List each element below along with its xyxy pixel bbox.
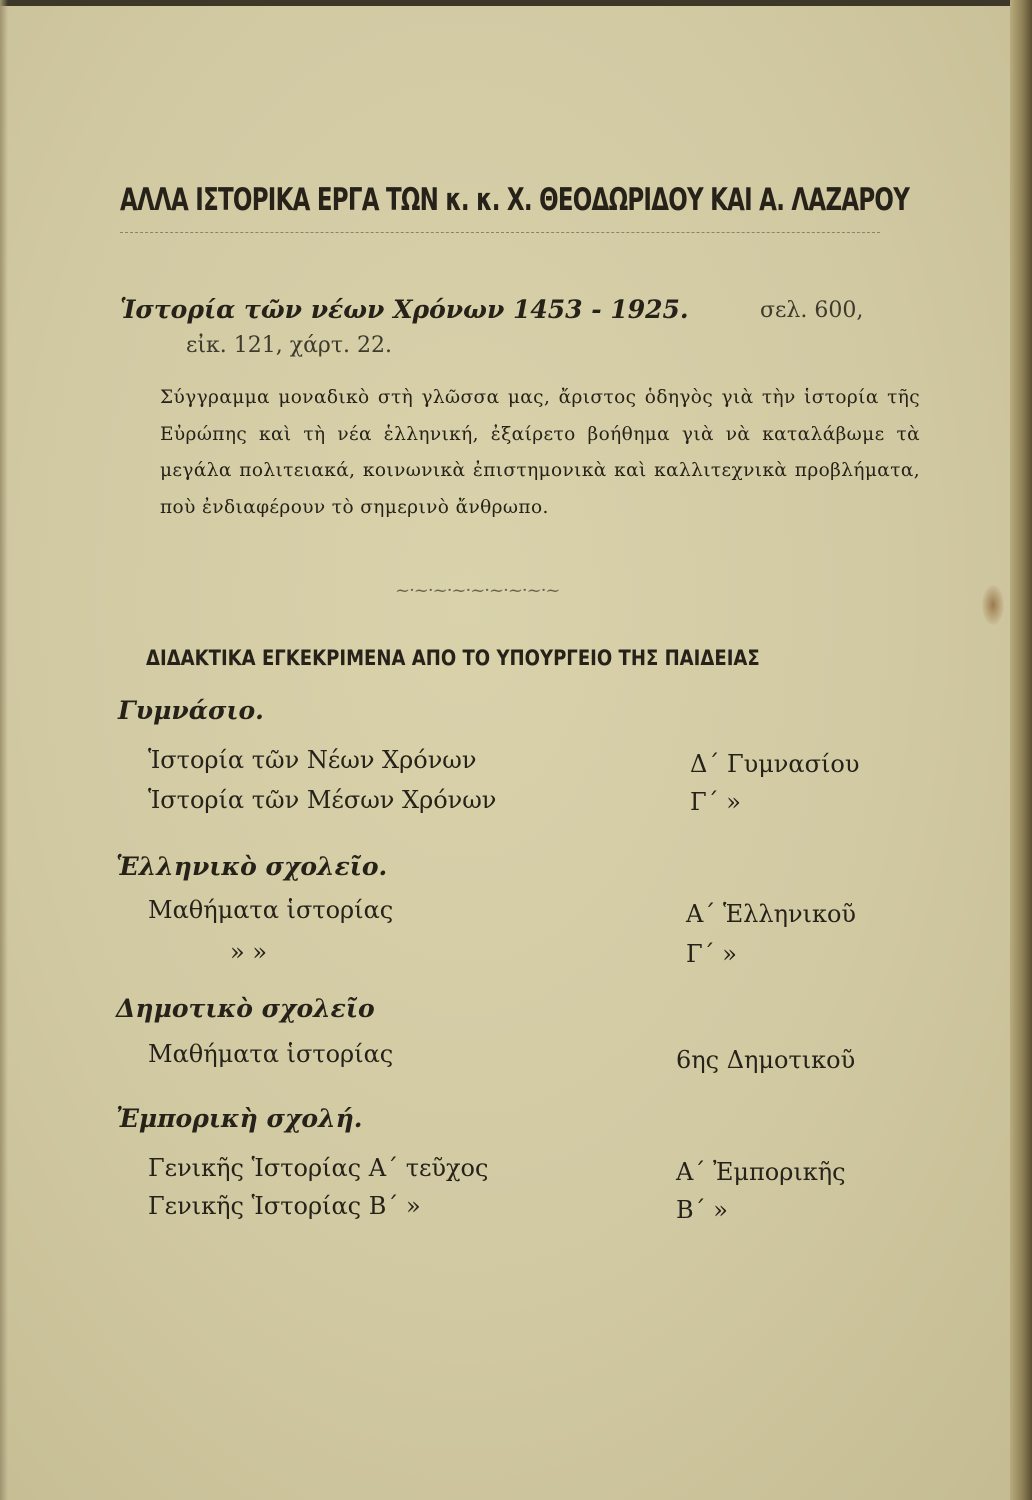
- page-top-edge: [0, 0, 1032, 6]
- book-row-title: Ἱστορία τῶν Μέσων Χρόνων: [148, 786, 497, 814]
- book-row-grade: Β΄ »: [676, 1196, 728, 1224]
- book-row-grade: Γ΄ »: [686, 940, 737, 968]
- school-gymnasium: Γυμνάσιο.: [118, 696, 264, 725]
- ornament-divider: ~·~·~·~·~·~·~·~·~: [395, 580, 560, 601]
- book-row-grade: Γ΄ »: [690, 788, 741, 816]
- header-title: ΑΛΛΑ ΙΣΤΟΡΙΚΑ ΕΡΓΑ ΤΩΝ κ. κ. Χ. ΘΕΟΔΩΡΙΔΟΥ ΚΑΙ Α. ΛΑΖΑΡΟΥ: [120, 182, 910, 218]
- school-primary: Δημοτικὸ σχολεῖο: [116, 994, 375, 1023]
- school-hellenic: Ἑλληνικὸ σχολεῖο.: [116, 852, 388, 881]
- school-commercial: Ἐμπορικὴ σχολή.: [116, 1104, 363, 1133]
- book-row-grade: Δ΄ Γυμνασίου: [690, 750, 860, 778]
- approved-section-heading: ΔΙΔΑΚΤΙΚΑ ΕΓΚΕΚΡΙΜΕΝΑ ΑΠΟ ΤΟ ΥΠΟΥΡΓΕΙΟ ΤΗΣ ΠΑΙΔΕΙΑΣ: [146, 646, 760, 670]
- header-divider: [120, 232, 880, 233]
- featured-book-title: Ἱστορία τῶν νέων Χρόνων 1453 - 1925.: [120, 295, 689, 324]
- book-row-title: Ἱστορία τῶν Νέων Χρόνων: [148, 746, 477, 774]
- book-row-title: Γενικῆς Ἱστορίας Β΄ »: [148, 1192, 421, 1220]
- featured-book-illustrations: εἰκ. 121, χάρτ. 22.: [186, 333, 393, 358]
- book-row-title: Γενικῆς Ἱστορίας Α΄ τεῦχος: [148, 1154, 489, 1182]
- paper-stain: [982, 585, 1004, 625]
- book-row-title: Μαθήματα ἱστορίας: [148, 1040, 394, 1068]
- book-row-grade: Α΄ Ἑλληνικοῦ: [686, 900, 856, 928]
- book-row-grade: 6ης Δημοτικοῦ: [676, 1046, 856, 1074]
- book-row-title: Μαθήματα ἱστορίας: [148, 896, 394, 924]
- featured-book-description: Σύγγραμμα μοναδικὸ στὴ γλῶσσα μας, ἄριστος ὁδηγὸς γιὰ τὴν ἱστορία τῆς Εὐρώπης καὶ τὴ νέα ἑλληνική, ἐξαίρετο βοήθημα γιὰ νὰ καταλάβωμε τὰ μεγάλα πολιτειακά, κοινωνικὰ ἐπιστημονικὰ καὶ καλλιτεχνικὰ προβλήματα, ποὺ ἐνδιαφέρουν τὸ σημερινὸ ἄνθρωπο.: [160, 387, 920, 518]
- page-right-edge: [1010, 0, 1032, 1500]
- book-row-title: » »: [230, 938, 267, 966]
- page-left-edge: [0, 0, 8, 1500]
- book-row-grade: Α΄ Ἐμπορικῆς: [676, 1158, 846, 1186]
- featured-book-pages: σελ. 600,: [760, 298, 864, 323]
